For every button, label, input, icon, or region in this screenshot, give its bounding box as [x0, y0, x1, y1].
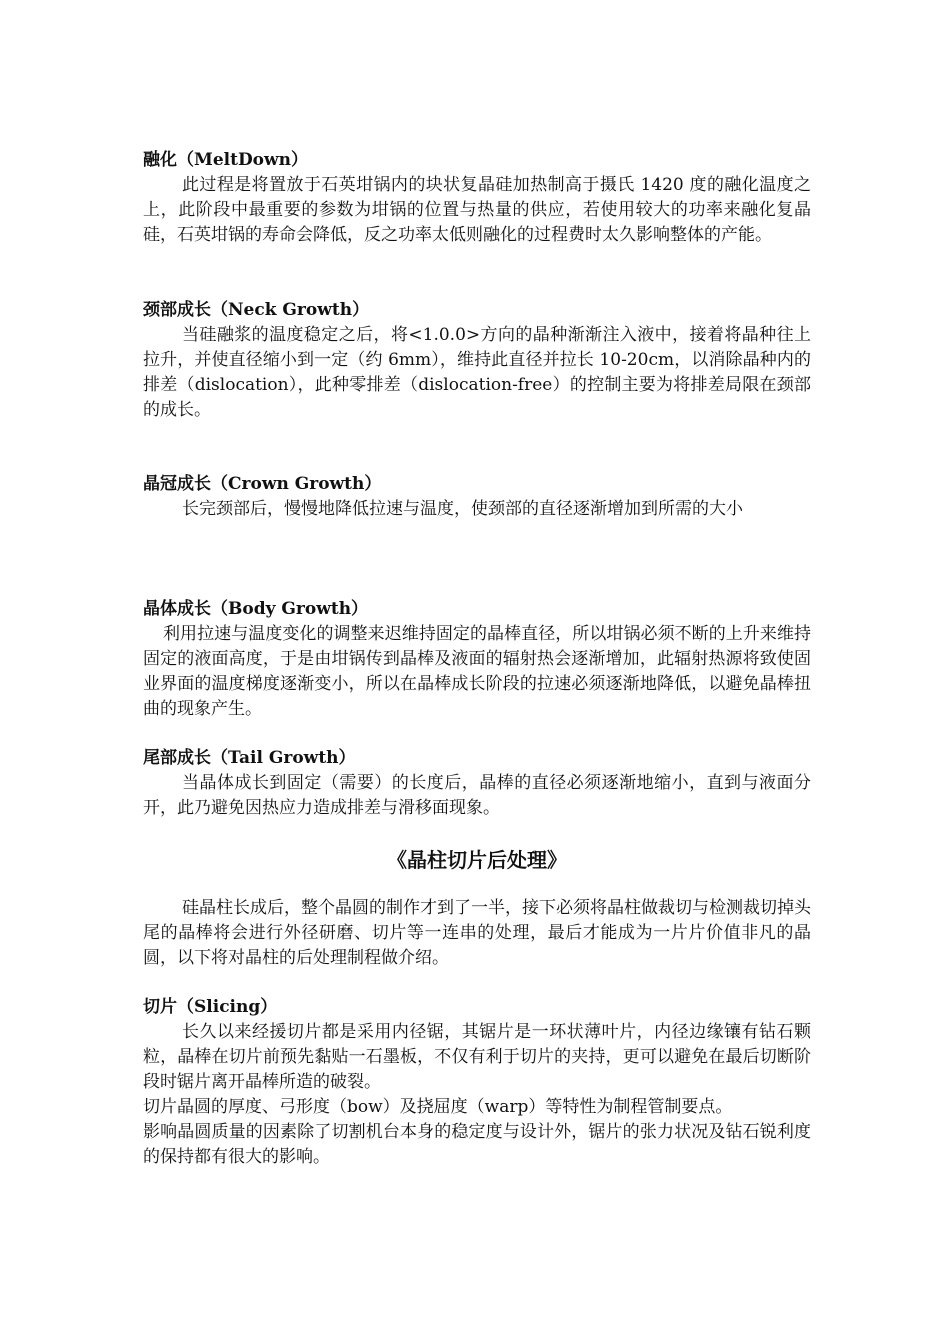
section-slicing [143, 995, 811, 1170]
section-body: 利用拉速与温度变化的调整来迟维持固定的晶棒直径，所以坩锅必须不断的上升来维持固定的液面高度，于是由坩锅传到晶棒及液面的辐射热会逐渐增加，此辐射热源将致使固业界面的温度梯度逐渐变小，所以在晶棒成长阶段的拉速必须逐渐地降低，以避免晶棒扭曲的现象产生。 [143, 624, 811, 719]
section-body: 长完颈部后，慢慢地降低拉速与温度，使颈部的直径逐渐增加到所需的大小 [182, 499, 743, 519]
section-heading: 尾部成长（Tail Growth） [143, 748, 356, 768]
section-meltdown [143, 148, 811, 248]
section-heading: 融化（MeltDown） [143, 150, 309, 170]
section-body: 当硅融浆的温度稳定之后，将<1.0.0>方向的晶种渐渐注入液中，接着将晶种往上拉升，并使直径缩小到一定（约 6mm），维持此直径并拉长 10-20cm，以消除晶种内的排差（dislocation），此种零排差（dislocation-free）的控制主要为将排差局限在颈部的成长。 [143, 325, 811, 420]
slicing-note-2: 影响晶圆质量的因素除了切割机台本身的稳定度与设计外，锯片的张力状况及钻石锐利度的保持都有很大的影响。 [143, 1122, 811, 1167]
slicing-note-1: 切片晶圆的厚度、弓形度（bow）及挠屈度（warp）等特性为制程管制要点。 [143, 1097, 733, 1117]
section-tail-growth [143, 746, 811, 821]
chapter-title: 《晶柱切片后处理》 [387, 848, 567, 872]
section-neck-growth [143, 298, 811, 423]
section-body: 此过程是将置放于石英坩锅内的块状复晶硅加热制高于摄氏 1420 度的融化温度之上，此阶段中最重要的参数为坩锅的位置与热量的供应，若使用较大的功率来融化复晶硅，石英坩锅的寿命会降低，反之功率太低则融化的过程费时太久影响整体的产能。 [143, 175, 811, 245]
section-body: 当晶体成长到固定（需要）的长度后，晶棒的直径必须逐渐地缩小，直到与液面分开，此乃避免因热应力造成排差与滑移面现象。 [143, 773, 811, 818]
section-heading: 颈部成长（Neck Growth） [143, 300, 370, 320]
chapter-intro [143, 896, 811, 971]
section-heading: 晶体成长（Body Growth） [143, 599, 369, 619]
section-body-growth [143, 597, 811, 722]
section-crown-growth [143, 472, 811, 522]
section-body: 长久以来经援切片都是采用内径锯，其锯片是一环状薄叶片，内径边缘镶有钻石颗粒，晶棒在切片前预先黏贴一石墨板，不仅有利于切片的夹持，更可以避免在最后切断阶段时锯片离开晶棒所造的破裂。 [143, 1022, 811, 1092]
chapter-intro-text: 硅晶柱长成后，整个晶圆的制作才到了一半，接下必须将晶柱做裁切与检测裁切掉头尾的晶棒将会进行外径研磨、切片等一连串的处理，最后才能成为一片片价值非凡的晶圆，以下将对晶柱的后处理制程做介绍。 [143, 898, 811, 968]
section-heading: 切片（Slicing） [143, 997, 278, 1017]
section-heading: 晶冠成长（Crown Growth） [143, 474, 382, 494]
